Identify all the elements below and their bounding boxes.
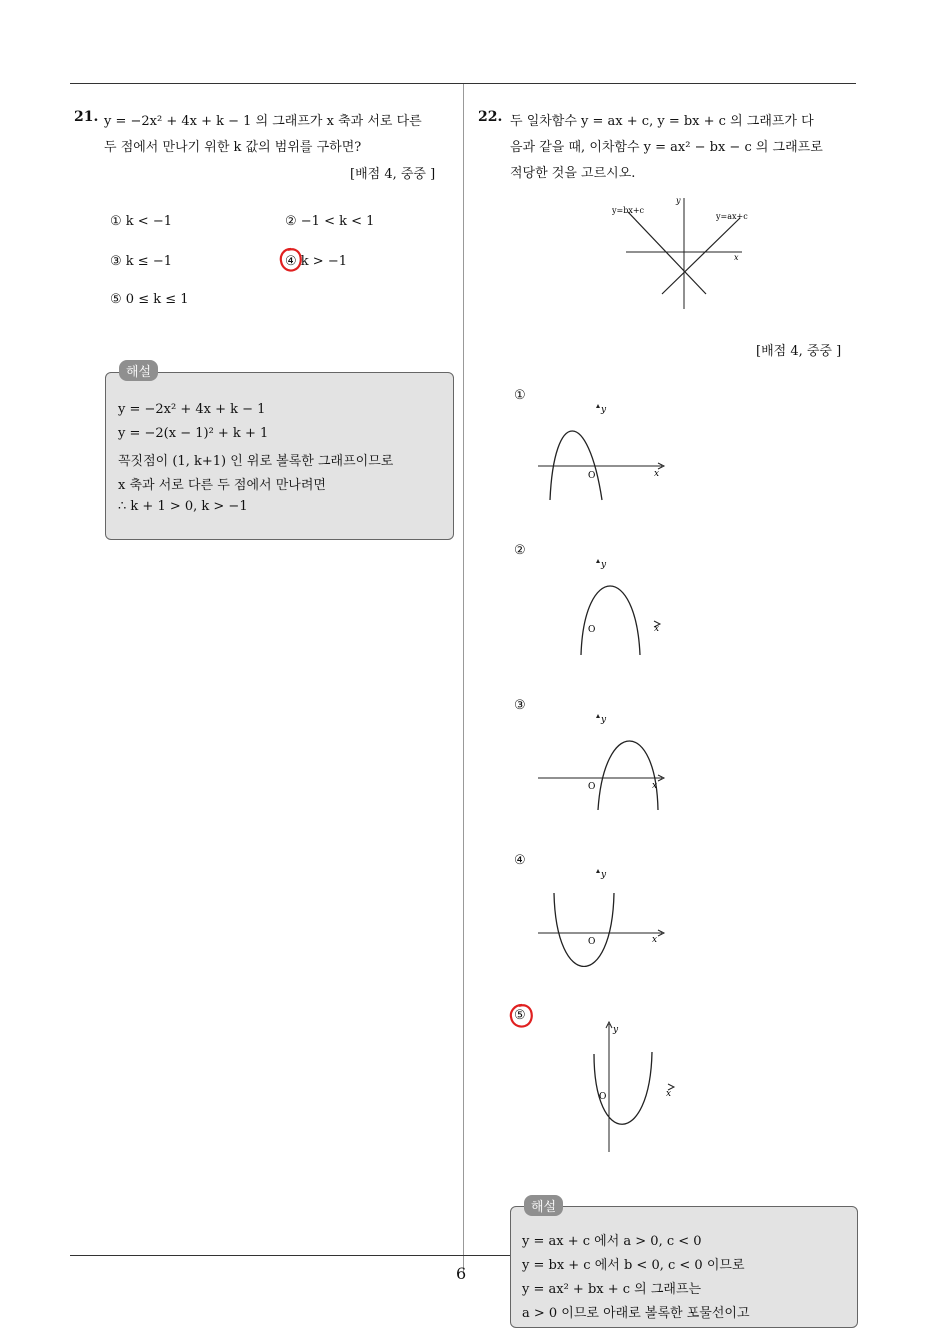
y-label: y [601, 405, 607, 415]
explanation-line-1: y = −2x² + 4x + k − 1 [118, 402, 266, 417]
answer-circle-icon [508, 1002, 536, 1030]
linear-graphs-diagram [608, 192, 758, 312]
x-axis-label: x [734, 253, 739, 262]
option-2-graph[interactable] [560, 553, 670, 657]
choice-5[interactable]: ⑤ 0 ≤ k ≤ 1 [110, 292, 189, 307]
page-number: 6 [456, 1264, 467, 1283]
question-text-line-3: 적당한 것을 고르시오. [510, 166, 636, 181]
option-4-mark[interactable]: ④ [514, 853, 526, 868]
explanation-line-1: y = ax + c 에서 a > 0, c < 0 [522, 1234, 702, 1249]
explanation-line-2: y = bx + c 에서 b < 0, c < 0 이므로 [522, 1258, 745, 1273]
explanation-line-4: a > 0 이므로 아래로 볼록한 포물선이고 [522, 1306, 750, 1321]
origin-label: O [588, 625, 596, 635]
question-text-line-1: 두 일차함수 y = ax + c, y = bx + c 의 그래프가 다 [510, 114, 814, 129]
question-number: 22. [478, 109, 503, 125]
choice-4[interactable]: ④ k > −1 [285, 254, 347, 269]
column-divider [463, 84, 464, 1274]
question-number: 21. [74, 109, 99, 125]
x-label: x [652, 781, 658, 791]
option-2-mark[interactable]: ② [514, 543, 526, 558]
explanation-tag: 해설 [119, 360, 158, 381]
choice-2[interactable]: ② −1 < k < 1 [285, 214, 375, 229]
origin-label: O [588, 937, 596, 947]
choice-1[interactable]: ① k < −1 [110, 214, 172, 229]
score-label: [배점 4, 중중 ] [756, 344, 842, 359]
question-text-line-2: 음과 같을 때, 이차함수 y = ax² − bx − c 의 그래프로 [510, 140, 823, 155]
y-label: y [601, 715, 607, 725]
score-label: [배점 4, 중중 ] [350, 167, 436, 182]
option-4-graph[interactable] [530, 863, 670, 967]
y-label: y [613, 1025, 619, 1035]
origin-label: O [588, 782, 596, 792]
x-label: x [654, 469, 660, 479]
question-text-line-1: y = −2x² + 4x + k − 1 의 그래프가 x 축과 서로 다른 [104, 114, 422, 129]
y-axis-label: y [676, 196, 681, 205]
x-label: x [654, 624, 660, 634]
right-line-label: y=ax+c [716, 212, 748, 221]
origin-label: O [588, 471, 596, 481]
explanation-line-3: 꼭짓점이 (1, k+1) 인 위로 볼록한 그래프이므로 [118, 454, 394, 469]
option-1-mark[interactable]: ① [514, 388, 526, 403]
explanation-tag: 해설 [524, 1195, 563, 1216]
explanation-line-5: ∴ k + 1 > 0, k > −1 [118, 499, 248, 514]
answer-circle-icon [278, 246, 304, 274]
explanation-line-2: y = −2(x − 1)² + k + 1 [118, 426, 269, 441]
question-text-line-2: 두 점에서 만나기 위한 k 값의 범위를 구하면? [104, 140, 362, 155]
x-label: x [652, 935, 658, 945]
y-label: y [601, 560, 607, 570]
option-5-mark[interactable]: ⑤ [514, 1008, 526, 1023]
y-label: y [601, 870, 607, 880]
explanation-line-4: x 축과 서로 다른 두 점에서 만나려면 [118, 478, 326, 493]
option-5-graph[interactable] [580, 1018, 680, 1154]
option-3-mark[interactable]: ③ [514, 698, 526, 713]
explanation-line-3: y = ax² + bx + c 의 그래프는 [522, 1282, 702, 1297]
origin-label: O [599, 1092, 607, 1102]
choice-3[interactable]: ③ k ≤ −1 [110, 254, 172, 269]
left-line-label: y=bx+c [612, 206, 645, 215]
option-3-graph[interactable] [530, 708, 670, 812]
option-1-graph[interactable] [530, 398, 670, 502]
x-label: x [666, 1089, 672, 1099]
